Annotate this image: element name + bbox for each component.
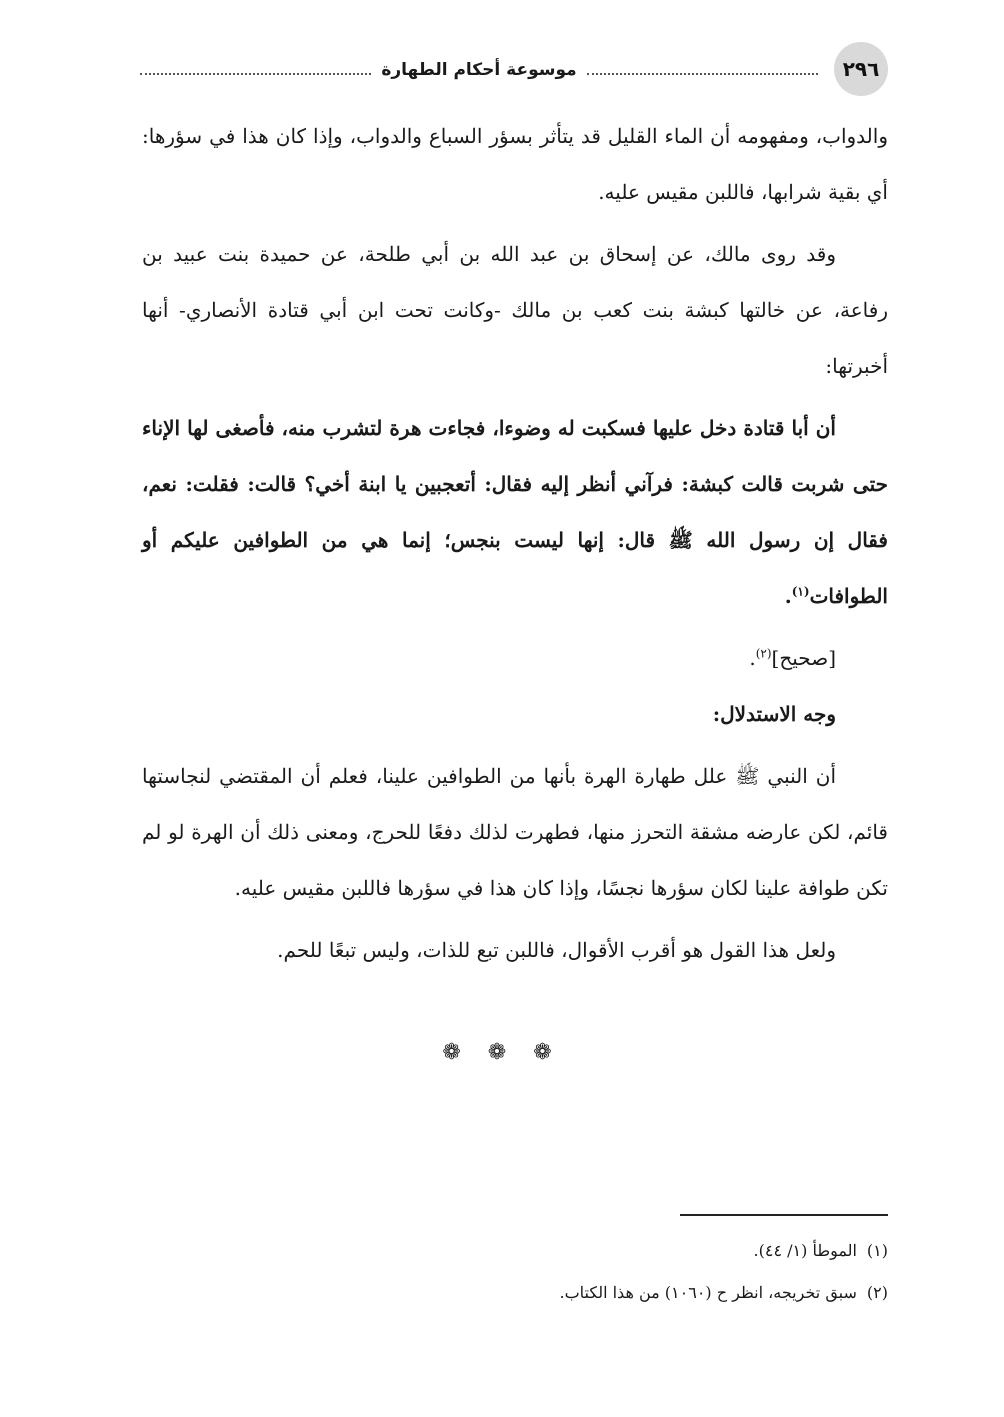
paragraph-conclusion: ولعل هذا القول هو أقرب الأقوال، فاللبن تبع للذات، وليس تبعًا للحم.: [277, 938, 836, 962]
section-heading: وجه الاستدلال:: [712, 702, 836, 726]
footnote-ref-1: (١): [791, 584, 810, 599]
hadith-grade: [صحيح]$^{(٢)}$.: [749, 646, 836, 670]
page-number-badge: ٢٩٦: [834, 42, 888, 96]
footnote-number: (٢): [866, 1283, 888, 1302]
grade-label: [صحيح]: [771, 646, 836, 670]
footnote-number: (١): [866, 1241, 888, 1260]
footnotes: [300, 1230, 888, 1314]
footnote-item: [300, 1230, 888, 1272]
page-header: [140, 42, 888, 98]
header-dotted-rule-left: [140, 73, 371, 75]
footnote-item: [300, 1272, 888, 1314]
footnote-text: الموطأ (١/ ٤٤).: [753, 1241, 857, 1260]
footnote-text: سبق تخريجه، انظر ح (١٠٦٠) من هذا الكتاب.: [559, 1283, 857, 1302]
book-title: موسوعة أحكام الطهارة: [381, 60, 577, 80]
section-separator-ornaments: ❁ ❁ ❁: [442, 1040, 562, 1065]
page-body: [142, 108, 888, 978]
header-dotted-rule-right: [587, 73, 818, 75]
hadith-text: أن أبا قتادة دخل عليها فسكبت له وضوءا، فجاءت هرة لتشرب منه، فأصغى لها الإناء حتى شربت قالت كبشة: فرآني أنظر إليه فقال: أتعجبين يا ابنة أخي؟ قالت: فقلت: نعم، فقال إن رسول الله ﷺ قال: إنها ليست بنجس؛ إنما هي من الطوافين عليكم أو الطوافات$^{(١)}$.: [142, 416, 888, 608]
paragraph-inference: أن النبي ﷺ علل طهارة الهرة بأنها من الطوافين علينا، فعلم أن المقتضي لنجاستها قائم، لكن عارضه مشقة التحرز منها، فطهرت لذلك دفعًا للحرج، ومعنى ذلك أن الهرة لو لم تكن طوافة علينا لكان سؤرها نجسًا، وإذا كان هذا في سؤرها فاللبن مقيس عليه.: [142, 764, 888, 900]
hadith-body: أن أبا قتادة دخل عليها فسكبت له وضوءا، فجاءت هرة لتشرب منه، فأصغى لها الإناء حتى شربت قالت كبشة: فرآني أنظر إليه فقال: أتعجبين يا ابنة أخي؟ قالت: فقلت: نعم، فقال إن رسول الله ﷺ قال: إنها ليست بنجس؛ إنما هي من الطوافين عليكم أو الطوافات: [142, 416, 888, 608]
paragraph-narration: وقد روى مالك، عن إسحاق بن عبد الله بن أبي طلحة، عن حميدة بنت عبيد بن رفاعة، عن خالتها كبشة بنت كعب بن مالك -وكانت تحت ابن أبي قتادة الأنصاري- أنها أخبرتها:: [142, 242, 888, 378]
footnote-divider: [680, 1214, 888, 1216]
running-header: [140, 56, 818, 84]
footnote-ref-2: (٢): [755, 646, 772, 661]
paragraph-continuation: والدواب، ومفهومه أن الماء القليل قد يتأثر بسؤر السباع والدواب، وإذا كان هذا في سؤرها: أي بقية شرابها، فاللبن مقيس عليه.: [142, 124, 888, 204]
